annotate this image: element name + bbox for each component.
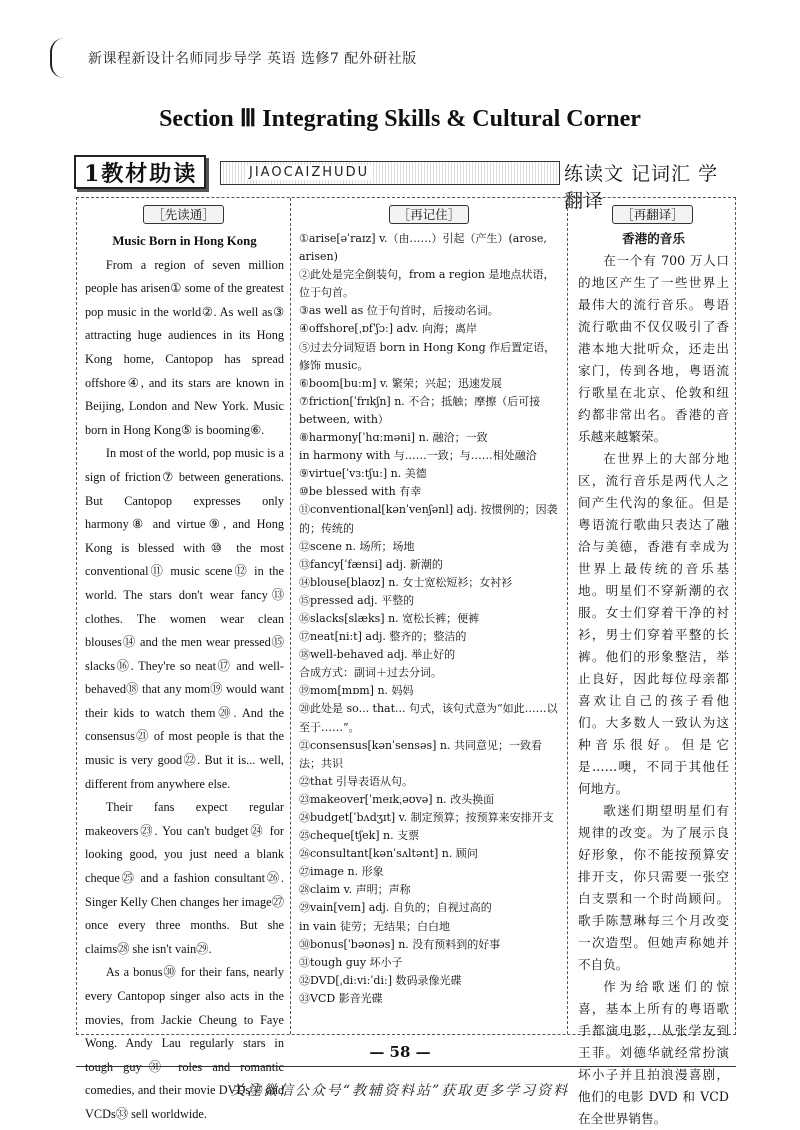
translation-title: 香港的音乐 <box>622 231 685 246</box>
note-item: ⑮pressed adj. 平整的 <box>299 593 415 607</box>
note-item: ㉕cheque[tʃek] n. 支票 <box>299 829 420 843</box>
footer-promo: 关注微信公众号“教辅资料站”获取更多学习资料 <box>230 1083 570 1099</box>
running-header: 新课程新设计名师同步导学 英语 选修7 配外研社版 <box>88 51 417 67</box>
column-read <box>77 198 291 1121</box>
note-item: ③as well as 位于句首时，后接动名词。 <box>299 304 499 318</box>
banner-label: 1教材助读 <box>74 155 206 189</box>
page-number: — 58 — <box>369 1043 431 1061</box>
note-item: ⑭blouse[blaʊz] n. 女士宽松短衫；女衬衫 <box>299 575 513 589</box>
chinese-paragraph: 作为给歌迷们的惊喜，基本上所有的粤语歌手都演电影，从张学友到王菲。刘德华就经常扮演坏小子并且拍浪漫喜剧，他们的电影 DVD 和 VCD 在全世界销售。 <box>578 979 729 1126</box>
note-item: ⑲mom[mɒm] n. 妈妈 <box>299 684 414 698</box>
note-item: ④offshore[ˌɒfˈʃɔː] adv. 向海；离岸 <box>299 322 478 336</box>
column-notes <box>291 198 568 1034</box>
note-item: ①arise[əˈraɪz] v.（由……）引起（产生）(arose, arisen) <box>299 232 547 264</box>
header-bracket <box>50 38 64 78</box>
note-item: ⑦friction[ˈfrɪkʃn] n. 不合；抵触；摩擦（后可接 between, with） <box>299 394 541 426</box>
banner-strip <box>220 161 560 185</box>
english-paragraph: Their fans expect regular makeovers㉓. You can't budget㉔ for looking good, you just need a blank cheque㉕ and a fashion consultant㉖. Singer Kelly Chen changes her image㉗ once every three months. But she claims㉘ she isn't vain㉙. <box>85 800 284 956</box>
note-item: ⑩be blessed with 有幸 <box>299 485 422 499</box>
note-item: ⑰neat[niːt] adj. 整齐的；整洁的 <box>299 630 467 644</box>
note-item: ⑯slacks[slæks] n. 宽松长裤；便裤 <box>299 611 480 625</box>
column-header-read: ［先读通］ <box>143 205 224 224</box>
english-paragraph: In most of the world, pop music is a sign of friction⑦ between generations. But Cantopop expresses only harmony⑧ and virtue⑨, and Hong Kong is blessed with⑩ the most conventional⑪ music scene⑫ in the world. The stars don't wear fancy⑬ clothes. The women wear clean blouses⑭ and the men wear pressed⑮ slacks⑯. They're so neat⑰ and well-behaved⑱ that any mom⑲ would want their kids to watch them⑳. And the consensus㉑ of most people is that the music is very good㉒. But it is... well, different from anywhere else. <box>85 446 284 791</box>
note-item: ⑳此处是 so... that... 句式，该句式意为“如此……以至于……”。 <box>299 702 558 734</box>
note-item: ㉑consensus[kənˈsensəs] n. 共同意见；一致看法；共识 <box>299 738 542 770</box>
column-header-notes: ［再记住］ <box>389 205 470 224</box>
note-item: ⑥boom[buːm] v. 繁荣；兴起；迅速发展 <box>299 376 502 390</box>
banner-pinyin: JIAOCAIZHUDU <box>249 165 370 180</box>
note-item: ⑧harmony[ˈhɑːməni] n. 融洽；一致 <box>299 431 488 445</box>
note-item: ⑫scene n. 场所；场地 <box>299 539 415 553</box>
column-header-translate: ［再翻译］ <box>612 205 693 224</box>
section-title: Section Ⅲ Integrating Skills & Cultural Corner <box>159 106 641 132</box>
footer-divider <box>76 1066 736 1067</box>
note-item: ㉘claim v. 声明；声称 <box>299 883 411 897</box>
note-item: in vain 徒劳；无结果；白白地 <box>299 919 450 933</box>
note-item: ㉜DVD[ˌdiːviːˈdiː] 数码录像光碟 <box>299 973 462 987</box>
chinese-translation <box>568 224 737 1130</box>
passage-title: Music Born in Hong Kong <box>112 234 257 248</box>
chinese-paragraph: 在一个有 700 万人口的地区产生了一些世界上最伟大的流行音乐。粤语流行歌曲不仅仅吸引了香港本地大批听众，还走出家门，传到各地，粤语流行歌星在北京、伦敦和纽约都非常出名。香港的音乐越来越繁荣。 <box>578 253 729 444</box>
chinese-paragraph: 在世界上的大部分地区，流行音乐是两代人之间产生代沟的象征。但是粤语流行歌曲只表达了融洽与美德，香港有幸成为世界上最传统的音乐基地。明星们不穿新潮的衣服。女士们穿着干净的衬衫，男士们穿着平整的长裤。他们的形象整洁，举止良好，因此每位母亲都喜欢让自己的孩子看他们。大多数人一致认为这种音乐很好。但是它是……噢，不同于其他任何地方。 <box>578 451 729 796</box>
column-translate <box>568 198 737 1126</box>
english-paragraph: As a bonus㉚ for their fans, nearly every Cantopop singer also acts in the movies, from Jackie Cheung to Faye Wong. Andy Lau regularly stars in tough guy㉛ roles and romantic comedies, and their movie DVDs㉜ and VCDs㉝ sell worldwide. <box>85 965 284 1121</box>
note-item: ㉛tough guy 坏小子 <box>299 955 403 969</box>
note-item: ⑤过去分词短语 born in Hong Kong 作后置定语，修饰 music。 <box>299 340 556 372</box>
english-paragraph: From a region of seven million people has arisen① some of the greatest pop music in the world②. As well as③ attracting huge audiences in its Hong Kong home, Cantopop has spread offshore④, and its stars are known in Beijing, London and New York. Music born in Hong Kong⑤ is booming⑥. <box>85 257 284 437</box>
note-item: ㉖consultant[kənˈsʌltənt] n. 顾问 <box>299 847 478 861</box>
note-item: ⑱well-behaved adj. 举止好的 <box>299 648 456 662</box>
note-item: ⑪conventional[kənˈvenʃənl] adj. 按惯例的；因袭的；传统的 <box>299 503 558 535</box>
note-item: ㉗image n. 形象 <box>299 865 384 879</box>
note-item: ㉝VCD 影音光碟 <box>299 991 383 1005</box>
note-item: 合成方式：副词＋过去分词。 <box>299 666 442 680</box>
note-item: ②此处是完全倒装句，from a region 是地点状语，位于句首。 <box>299 268 555 300</box>
note-item: ㉚bonus[ˈbəʊnəs] n. 没有预料到的好事 <box>299 937 501 951</box>
note-item: in harmony with 与……一致；与……相处融洽 <box>299 449 537 463</box>
note-item: ⑨virtue[ˈvɜːtʃuː] n. 美德 <box>299 467 427 481</box>
note-item: ㉙vain[veɪn] adj. 自负的；自视过高的 <box>299 901 492 915</box>
chinese-paragraph: 歌迷们期望明星们有规律的改变。为了展示良好形象，你不能按预算安排开支，你只需要一张空白支票和一个时尚顾问。歌手陈慧琳每三个月改变一次造型。但她声称她并不自负。 <box>578 803 729 972</box>
english-passage <box>77 224 290 1127</box>
note-item: ㉓makeover[ˈmeɪkˌəʊvə] n. 改头换面 <box>299 792 495 806</box>
section-banner <box>74 155 734 212</box>
note-item: ㉔budget[ˈbʌdʒɪt] v. 制定预算；按预算来安排开支 <box>299 811 554 824</box>
note-item: ㉒that 引导表语从句。 <box>299 774 413 788</box>
note-item: ⑬fancy[ˈfænsi] adj. 新潮的 <box>299 557 443 571</box>
vocabulary-notes <box>291 224 567 1008</box>
banner-subtitle: 练读文 记词汇 学翻译 <box>564 163 719 212</box>
